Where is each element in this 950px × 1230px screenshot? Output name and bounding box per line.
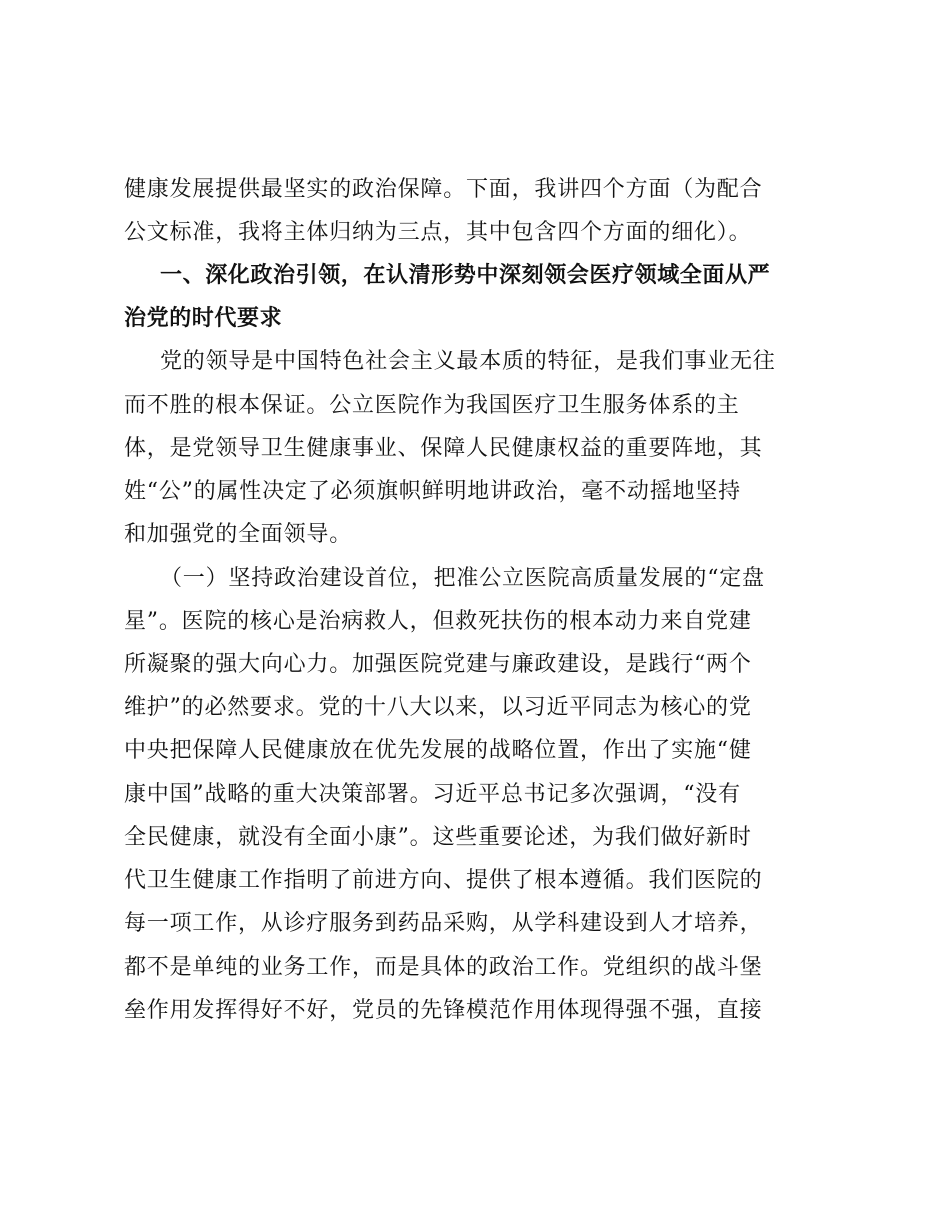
body-text-line: 而不胜的根本保证。公立医院作为我国医疗卫生服务体系的主 (124, 393, 740, 418)
body-text-line: 中央把保障人民健康放在优先发展的战略位置，作出了实施“健 (124, 738, 752, 763)
body-text-line: 都不是单纯的业务工作，而是具体的政治工作。党组织的战斗堡 (124, 955, 763, 980)
body-text-line: 姓“公”的属性决定了必须旗帜鲜明地讲政治，毫不动摇地坚持 (124, 479, 741, 504)
body-text-line: 健康发展提供最坚实的政治保障。下面，我讲四个方面（为配合 (124, 177, 763, 202)
section-heading-line: 治党的时代要求 (124, 306, 283, 331)
body-text-line: 公文标准，我将主体归纳为三点，其中包含四个方面的细化）。 (124, 220, 752, 245)
body-text-line: 星”。医院的核心是治病救人，但救死扶伤的根本动力来自党建 (124, 609, 752, 634)
body-text-line: 全民健康，就没有全面小康”。这些重要论述，为我们做好新时 (124, 825, 752, 850)
section-heading-line: 一、深化政治引领，在认清形势中深刻领会医疗领域全面从严 (160, 263, 771, 288)
body-text-line: 和加强党的全面领导。 (124, 522, 353, 547)
body-text-line: 所凝聚的强大向心力。加强医院党建与廉政建设，是践行“两个 (124, 652, 752, 677)
body-text-line: 康中国”战略的重大决策部署。习近平总书记多次强调，“没有 (124, 782, 741, 807)
subsection-heading-line: （一）坚持政治建设首位，把准公立医院高质量发展的“定盘 (160, 566, 765, 591)
body-text-line: 每一项工作，从诊疗服务到药品采购，从学科建设到人才培养， (124, 911, 763, 936)
body-text-line: 党的领导是中国特色社会主义最本质的特征，是我们事业无往 (160, 349, 776, 374)
body-text-line: 维护”的必然要求。党的十八大以来，以习近平同志为核心的党 (124, 695, 752, 720)
body-text-line: 垒作用发挥得好不好，党员的先锋模范作用体现得强不强，直接 (124, 998, 763, 1023)
body-text-line: 代卫生健康工作指明了前进方向、提供了根本遵循。我们医院的 (124, 868, 763, 893)
body-text-line: 体，是党领导卫生健康事业、保障人民健康权益的重要阵地，其 (124, 436, 763, 461)
